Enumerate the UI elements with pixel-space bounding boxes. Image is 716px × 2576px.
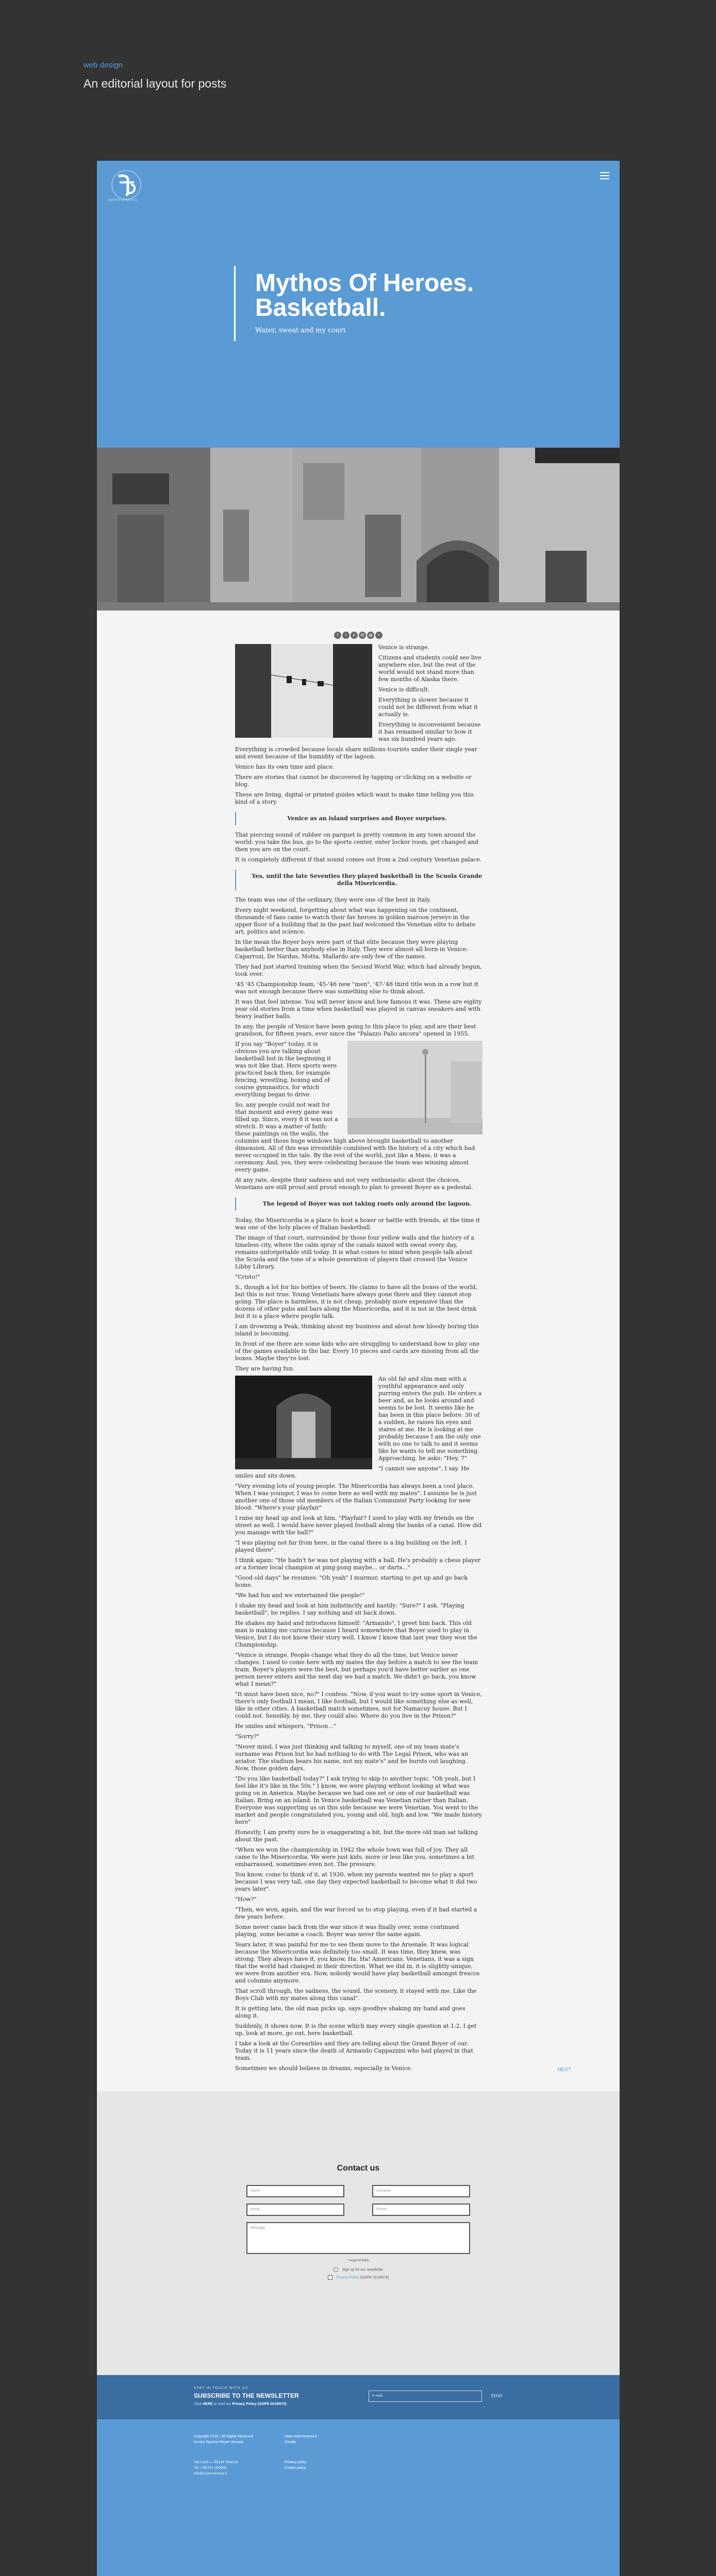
newsletter-send-button[interactable]: SEND (491, 2394, 503, 2398)
privacy-link[interactable]: Privacy Policy (336, 2276, 359, 2280)
newsletter-checkbox-row (246, 2267, 470, 2272)
paragraph: I raise my head up and look at him. "Playfair? I used to play with my friends on the street as well. I would have never played football along the banks of a canal. How did you manage with the ball?" (235, 1515, 482, 1536)
article-column (235, 644, 482, 2072)
intro-line: Everything is crowded because locals share millions tourists under their single year and event because of the humidity of the lagoon. (235, 746, 477, 760)
paragraph: If you say "Boyer" today, it is obvious you are talking about basketball but in the beginning it was not like that. Here sports were practiced back then, for example fencing, wrestling, boxing and of course gymnastics, for which everything began to drive. (235, 1041, 337, 1098)
paragraph: These are living, digital or printed guides which want to make time telling you this kind of a story. (235, 791, 474, 805)
contact-section (97, 2091, 620, 2375)
article-title-line-1: Mythos Of Heroes. (255, 269, 474, 297)
paragraph: He smiles and whispers, "Prison..." (235, 1723, 336, 1730)
phone-field[interactable]: Phone (372, 2204, 470, 2216)
newsletter-text (194, 2386, 299, 2406)
paragraph: Every night weekend, forgetting about what was happening on the continent, thousands of fans came to watch their fav heroes in golden maroon jerseys in the upper floor of a building that in the past had welcomed the Venetian elite to debate art, politics and science. (235, 907, 476, 935)
paragraph: "It must have been nice, no?" I confess. "Now, if you want to try some sport in Venice, there's only football I mean, I like football, but I would like something else as well, like in other cities. A basketball match sometimes, not for Namacuy house. But I could not. Sensibly, by me, they could also. Where do you live in the Prison?" (235, 1691, 482, 1719)
paragraph: S., though a lot for his bottles of beers. He claims to have all the boxes of the world, but this is not true. Young Venetians have always gone there and they cannot stop going. The place is harmless, it is not cheap, probably more expensive than the dozens of other pubs and bars along the Misericordia, and it is not in the best drink but it is a place where people talk. (235, 1284, 478, 1319)
paragraph: It is completely different if that sound comes out from a 2nd century Venetian palace. (235, 856, 482, 863)
pinterest-icon[interactable]: p (351, 632, 358, 639)
footer-website-link[interactable]: www.reyervenezia.it (285, 2435, 317, 2438)
footer-col-4 (285, 2460, 307, 2471)
paragraph: In front of me there are some kids who are struggling to understand how to play one of the games available in the bar. Every 10 pieces and cards are missing from all the boxes. Maybe they're lost. (235, 1341, 480, 1362)
banner-photo (97, 448, 620, 611)
paragraph: "Good old days" he resumes. "Oh yeah" I murmur, starting to get up and go back home. (235, 1574, 468, 1588)
pull-quote: Yes, until the late Seventies they played basketball in the Scuola Grande della Misericordia. (235, 870, 482, 890)
category-tag[interactable]: web design (84, 61, 123, 70)
footer-credits-link[interactable]: Credits (285, 2441, 296, 2444)
email-field[interactable]: Email (246, 2204, 344, 2216)
paragraph: Suddenly, it shows now. It is the scene which may every single question at 1:2. I get up, look at more, go out, here basketball. (235, 2023, 477, 2037)
footer-email-link[interactable]: info@reyervenezia.it (194, 2472, 227, 2476)
privacy-checkbox-row (246, 2275, 470, 2280)
paragraph: In any, the people of Venice have been going to this place to play, and are their best grandson, for fifteen years, ever since the "Palazzo Palio ancora" opened in 1955. (235, 1023, 476, 1037)
article-subtitle: Water, sweat and my court (255, 327, 346, 334)
article-body (97, 611, 620, 2072)
footer-col-2 (194, 2460, 238, 2477)
paragraph: It is getting late, the old man picks up, says goodbye shaking my hand and goes along it. (235, 2005, 465, 2019)
newsletter-label: Sign up for our newsletter (342, 2268, 384, 2272)
twitter-icon[interactable]: t (342, 632, 349, 639)
footer-copyright: Copyright 2018 - All Rights Reserved (194, 2435, 253, 2438)
footer-phone: Tel. +39 041 000000 (194, 2466, 227, 2470)
newsletter-here-link[interactable]: HERE (203, 2402, 213, 2406)
paragraph: Some never came back from the war since it was finally over, some continued playing, some became a coach. Boyer was never the same again. (235, 1924, 459, 1938)
footer-privacy-link[interactable]: Privacy policy (285, 2461, 307, 2464)
article-title-line-2: Basketball. (255, 294, 386, 321)
quote-line: "Cristo!" (235, 1274, 260, 1280)
paragraph: An old fat and slim man with a youthful appearance and only purring enters the pub. He orders a beer and, as he looks around and seems to be lost. It seems like he has been in this place before. 30 of a sudden, he raises his eyes and stares at me. He is looking at me probably because I am the only one with no one to talk to and it seems like he wants to tell me something. Approaching, he asks: "Hey, 7" (378, 1376, 482, 1462)
paragraph: Today, the Misericordia is a place to host a boxer or battle with friends, at the time it was one of the holy places of Italian basketball. (235, 1217, 480, 1231)
closing-paragraph: Sometimes we should believe in dreams, especially in Venice. (235, 2065, 412, 2072)
paragraph: The team was one of the ordinary, they were one of the best in Italy. (235, 896, 431, 903)
quote-line: "How?" (235, 1896, 257, 1903)
logo[interactable] (110, 169, 142, 201)
footer (97, 2419, 620, 2576)
hero (97, 161, 620, 448)
paragraph: I take a look at the Corearbles and they are telling about the Grand Boyer of our. Today it is 11 years since the death of Armando Cappazzini who had played in that team. (235, 2040, 473, 2061)
facebook-icon[interactable]: f (334, 632, 341, 639)
newsletter-kicker: STAY IN TOUCH WITH US (194, 2386, 248, 2390)
contact-form (246, 2185, 470, 2283)
privacy-checkbox[interactable] (328, 2275, 332, 2280)
newsletter-note (194, 2402, 299, 2406)
paragraph: That piercing sound of rubber on parquet is pretty common in any town around the world: you take the bus, go to the sports center, enter locker room, get changed and then you are on the court. (235, 832, 479, 853)
paragraph: He shakes my hand and introduces himself: "Armando", I greet him back. This old man is making me curious because I heard somewhere that Boyer used to play in Venice, but I do not know their story well. I know I know that last year they won the Championship. (235, 1620, 477, 1648)
footer-col-3 (285, 2434, 317, 2445)
newsletter-title: SUBSCRIBE TO THE NEWSLETTER (194, 2392, 299, 2399)
quote-line: "I cannot see anyone", I say. He smiles and sits down. (235, 1465, 470, 1479)
paragraph: You know, come to think of it, at 1930, when my parents wanted me to play a sport because I was very tall, one day they expected basketball to become what it did two years later". (235, 1871, 477, 1892)
newsletter-note-mid: to read our (213, 2402, 231, 2406)
paragraph: "We had fun and we entertained the people!" (235, 1592, 365, 1599)
contact-title: Contact us (337, 2164, 380, 2173)
intro-line: Citizens and students could see live anywhere else, but the rest of the world would not stand more than few months of Alaska there. (378, 654, 481, 683)
footer-col-1 (194, 2434, 253, 2445)
hero-heading (234, 266, 474, 341)
mail-icon[interactable]: @ (359, 632, 366, 639)
intro-line: Venice is strange. (378, 644, 429, 651)
presentation-header (84, 61, 226, 91)
paragraph: Years later, it was painful for me to see them move to the Arsenale. It was logical because the Misericordia was definitely too small. It was time, they knew, was strong. They always have it, you know, Ha. Ha! Americans. Venetians, it was a sign that the world had changed in their direction. What we did in, it is slightly unique, we were from another era. Now, nobody would have play basketball amongst frescos and columns anymore. (235, 1941, 480, 1984)
more-icon[interactable]: + (375, 632, 382, 639)
newsletter-email-input[interactable]: E-mail (369, 2391, 482, 2402)
newsletter-privacy-link[interactable]: Privacy Policy (GDPR 2016/679) (232, 2402, 287, 2406)
footer-cookie-link[interactable]: Cookie policy (285, 2466, 306, 2470)
paragraph: They are having fun. (235, 1365, 295, 1372)
logo-subtitle: CENTRO SPORTIVO (108, 199, 137, 202)
paragraph: In the mean the Boyer boys were part of that elite because they were playing basketball better than anybody else in Italy. They were almost all born in Venice: Caparrozi, De Nardus, Motta, Mallardo are only few of the names. (235, 939, 468, 960)
paragraph: "Never mind, I was just thinking and talking to myself, one of my team mate's surname was Prison but he had nothing to do with The Legal Prison, who was an aviator. The stadium bears his name, not my mate's" and he bursts out laughing. Now, those golden days. (235, 1743, 469, 1772)
paragraph: It was that feel intense. You will never know and how famous it was. These are eighty year old stories from a time when basketball was played in canvas sneakers and with heavy leather balls. (235, 998, 482, 1020)
footer-company: Centro Sportivo Reyer Venezia (194, 2441, 244, 2444)
pull-quote: Venice as an island surprises and Boyer surprises. (235, 812, 482, 825)
pull-quote: The legend of Boyer was not taking roots only around the lagoon. (235, 1197, 482, 1211)
privacy-label: (GDPR 2016/679) (360, 2276, 389, 2280)
paragraph: "When we won the championship in 1942 the whole town was full of joy. They all came to the Misericordia. We were just kids, more or less like you, sometimes a bit embarrassed, sometimes even not. The pressure. (235, 1846, 474, 1868)
paragraph: There are stories that cannot be discovered by tapping or clicking on a website or blog. (235, 774, 472, 788)
photo-clothesline (235, 644, 372, 738)
paragraph: Honestly, I am pretty sure he is exaggerating a bit, but the more old man sat talking about the past. (235, 1829, 478, 1843)
paragraph: That scroll through, the sadness, the sound, the scenery, it stayed with me. Like the Boys Club with my mates along this canal". (235, 1988, 477, 2002)
presentation-title: An editorial layout for posts (84, 77, 227, 90)
intro-line: Everything is slower because it could not be different from what it actually is. (378, 697, 478, 718)
photo-foggy-street (347, 1041, 482, 1134)
newsletter-bar (97, 2375, 620, 2419)
paragraph: "I was playing not far from here, in the canal there is a big building on the left. I played there". (235, 1539, 467, 1553)
print-icon[interactable]: ▤ (367, 632, 374, 639)
newsletter-radio[interactable] (334, 2267, 338, 2272)
surname-field[interactable]: Surname (372, 2185, 470, 2197)
paragraph: "Very evening lots of young people. The Misericordia has always been a cool place. When I was younger, I was to come here as well with my mates". I assume he is just another one of those old members of the Italian Communist Party looking for new blood. "Where's your playfair" (235, 1483, 477, 1511)
paragraph: "Do you like basketball today?" I ask trying to skip to another topic. "Oh yeah, but I feel like it's like in the 50s." I know, we were playing without looking at what was going on in America. Maybe because we had one set or one of our basketball was Italian. Bring on an island. In Venice basketball was Venetian rather than Italian. Everyone was supporting us on this side because we were Venetian. You went to the market and people congratulated you, young and old, high and low. "We made history here" (235, 1775, 482, 1825)
newsletter-note-prefix: Click (194, 2402, 202, 2406)
paragraph: I think again: "He hadn't he was not playing with a ball. He's probably a chess player or a former local champion at ping-pong maybe... or darts..." (235, 1557, 481, 1571)
hamburger-menu-icon[interactable] (600, 172, 609, 179)
intro-line: Venice is difficult. (378, 686, 430, 693)
message-field[interactable]: Message (246, 2222, 470, 2254)
paragraph: They had just started training when the Second World War, which had already begun, took over. (235, 963, 482, 977)
paragraph: Venice has its own time and place. (235, 764, 335, 770)
quote-line: "Sorry?" (235, 1733, 259, 1740)
paragraph: The image of that court, surrounded by those four yellow walls and the history of a timeless city, where the calm spray of the canals mixed with sweat every day, remains unforgettable still today. It is what comes to mind when people talk about the Scuola and the tone of a whole generation of players that crossed the Venice Libby Library. (235, 1234, 475, 1270)
paragraph: So, any people could not wait for that moment and every game was filled up. Since, every 8 it was not a stretch. It was a matter of faith: these paintings on the walls, the columns and those huge windows high above brought basketball to another dimension. All of this was irresistible combined with the history of a city which had never occupied in the tale. By the rest of the world, just like a Mass, it was a ceremony. And, yes, they were celebrating because the team was winning almost every game. (235, 1101, 475, 1173)
paragraph: I am drowning a Peak, thinking about my business and about how bloody boring this island is becoming. (235, 1323, 479, 1337)
page-mockup (97, 161, 620, 2576)
required-note: * required fields (347, 2259, 369, 2262)
photo-dark-passage (235, 1376, 372, 1469)
paragraph: "Venice is strange. People change what they do all the time, but Venice never changes. I used to come here with my mates the day before a match to see the team train. Boyer's players were the best, but perhaps you'd have better earlier as one person never enters and the next day we had a match. We didn't go back, you know what I mean?" (235, 1652, 478, 1687)
share-bar (97, 631, 620, 639)
footer-address: Via Carlo — 30124 Venezia (194, 2461, 238, 2464)
paragraph: I shake my head and look at him indistinctly and hastily: "Sure?" I ask. "Playing basketball", he replies. I say nothing and sit back down. (235, 1602, 464, 1616)
intro-line: Everything is inconvenient because it has remained similar to how it was six hundred years ago. (378, 721, 481, 742)
paragraph: "Then, we won, again, and the war forced us to stop playing, even if it had started a few years before. (235, 1906, 477, 1920)
next-article-link[interactable]: NEXT (557, 2067, 571, 2073)
paragraph: At any rate, despite their sadness and not very enthusiastic about the choices, Venetians are still proud and proud enough to plan to present Boyer as a pedestal. (235, 1177, 473, 1191)
name-field[interactable]: Name (246, 2185, 344, 2197)
paragraph: '45 '45 Championship team, '45-'46 new "men", '47-'48 third title won in a row but it was not enough because there was something else to think about. (235, 981, 478, 995)
